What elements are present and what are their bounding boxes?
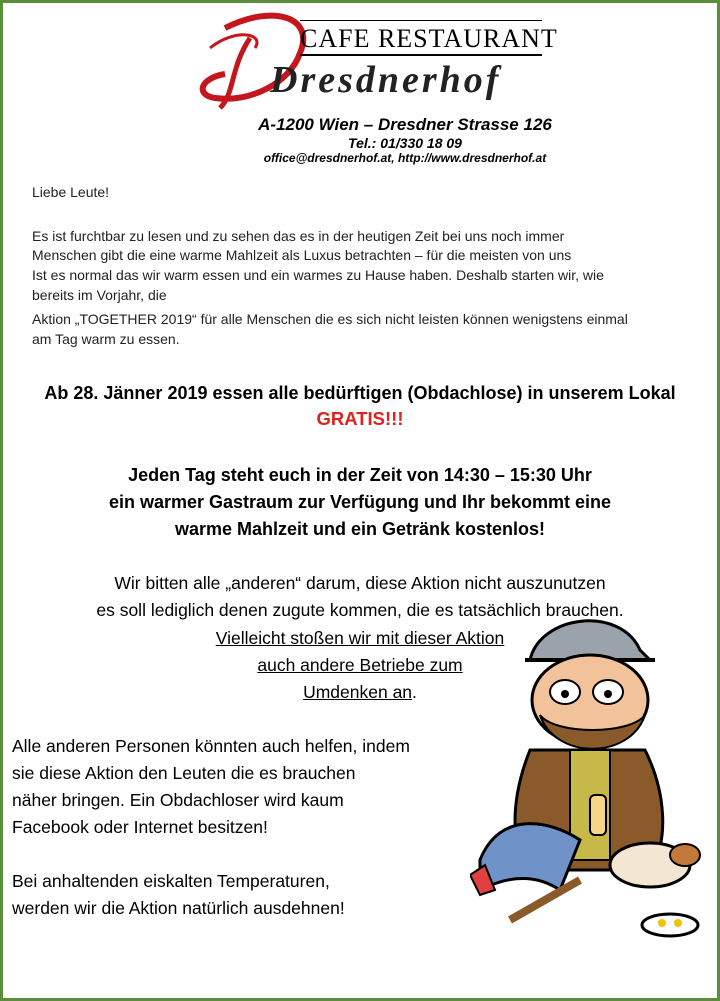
- brand-name: Dresdnerhof: [270, 59, 502, 101]
- intro-line: Menschen gibt die eine warme Mahlzeit als Luxus betrachten – für die meisten von uns: [32, 247, 572, 263]
- phone: Tel.: 01/330 18 09: [348, 135, 462, 151]
- underlined-text: auch andere Betriebe zum: [257, 655, 463, 675]
- request-line: es soll lediglich denen zugute kommen, die es tatsächlich brauchen.: [96, 600, 624, 620]
- cafe-restaurant-label: CAFE RESTAURANT: [300, 24, 558, 53]
- address: A-1200 Wien – Dresdner Strasse 126: [258, 115, 552, 134]
- intro-line: Aktion „TOGETHER 2019“ für alle Menschen die es sich nicht leisten können wenigstens einmal: [32, 311, 628, 327]
- logo-rule: [300, 54, 542, 56]
- underlined-text: Vielleicht stoßen wir mit dieser Aktion: [215, 628, 505, 648]
- hours-line: ein warmer Gastraum zur Verfügung und Ihr bekommt eine: [108, 492, 612, 512]
- intro-line: am Tag warm zu essen.: [32, 331, 180, 347]
- greeting: Liebe Leute!: [32, 184, 110, 200]
- help-line: Facebook oder Internet besitzen!: [12, 817, 268, 837]
- closing-line: Bei anhaltenden eiskalten Temperaturen,: [12, 871, 330, 891]
- hours-line: warme Mahlzeit und ein Getränk kostenlos!: [174, 519, 546, 539]
- help-line: Alle anderen Personen könnten auch helfen, indem: [12, 736, 410, 756]
- gratis-label: GRATIS!!!: [316, 408, 404, 429]
- request-line: Wir bitten alle „anderen“ darum, diese Aktion nicht auszunutzen: [114, 573, 606, 593]
- intro-line: bereits im Vorjahr, die: [32, 287, 167, 303]
- closing-line: werden wir die Aktion natürlich ausdehnen!: [12, 898, 345, 918]
- intro-line: Ist es normal das wir warm essen und ein warmes zu Hause haben. Deshalb starten wir, wie: [32, 267, 604, 283]
- contact: office@dresdnerhof.at, http://www.dresdnerhof.at: [263, 151, 547, 165]
- logo-rule-top: [300, 20, 542, 21]
- help-line: näher bringen. Ein Obdachloser wird kaum: [12, 790, 344, 810]
- announcement-headline: Ab 28. Jänner 2019 essen alle bedürftigen (Obdachlose) in unserem Lokal: [44, 383, 676, 403]
- intro-line: Es ist furchtbar zu lesen und zu sehen das es in der heutigen Zeit bei uns noch immer: [32, 228, 565, 244]
- period: .: [412, 682, 417, 702]
- help-line: sie diese Aktion den Leuten die es brauchen: [12, 763, 356, 783]
- homeless-man-illustration: [470, 600, 710, 940]
- underlined-text: Umdenken an: [303, 682, 413, 702]
- hours-line: Jeden Tag steht euch in der Zeit von 14:30 – 15:30 Uhr: [128, 465, 592, 485]
